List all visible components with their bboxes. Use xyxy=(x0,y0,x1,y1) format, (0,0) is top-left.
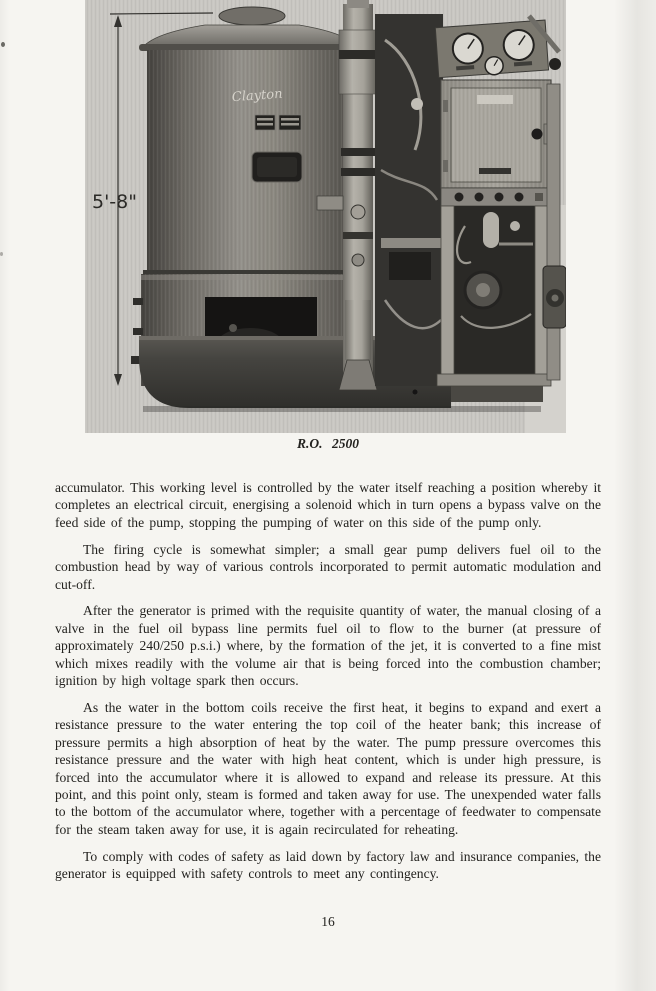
scan-speck xyxy=(1,42,5,47)
body-paragraph: After the generator is primed with the requisite quantity of water, the manual closing of a valve in the fuel oil bypass line permits fuel oil to flow to the burner (at pressure of approximately 240/250 p.s.i.) where, by the formation of the jet, it is converted to a fine mist which mixes readily with the volume air that is being forced into the combustion chamber; ignition by high voltage spark then occurs. xyxy=(55,603,601,689)
scan-speck xyxy=(0,252,3,256)
door-knob xyxy=(532,129,543,140)
figure-caption: R.O. 2500 xyxy=(297,436,359,451)
body-paragraph: As the water in the bottom coils receive the first heat, it begins to expand and exert a resistance pressure to the water entering the top coil of the heater bank; this increase of pressure permits a high absorption of heat by the water. The pump pressure overcomes this resistance pressure and the water with high heat content, which is under high pressure, is forced into the accumulator where it is allowed to expand and release its pressure. At this point, and this point only, steam is formed and taken away for use. The unexpended water falls to the bottom of the accumulator where, together with a percentage of feedwater to compensate for the steam taken away for use, it is again recirculated for reheating. xyxy=(55,699,601,837)
steam-generator-photo xyxy=(85,0,566,433)
pump-assembly xyxy=(437,206,551,386)
page-left-shade xyxy=(0,0,10,991)
dimension-label: 5'-8" xyxy=(92,191,137,213)
pressure-gauge-left xyxy=(452,33,484,65)
body-text xyxy=(55,479,601,892)
body-paragraph: The firing cycle is somewhat simpler; a small gear pump delivers fuel oil to the combustion head by way of various controls incorporated to permit automatic modulation and cut-off. xyxy=(55,541,601,592)
generator-photo-figure xyxy=(85,0,566,433)
brand-logo: Clayton xyxy=(231,86,283,106)
burner-pipework xyxy=(375,14,443,386)
gauge-panel xyxy=(435,20,548,79)
control-cabinet xyxy=(441,80,551,206)
body-paragraph: accumulator. This working level is controlled by the water itself reaching a position whereby it completes an electrical circuit, energising a solenoid which in turn opens a bypass valve on the feed side of the pump, stopping the pumping of water on this side of the pump only. xyxy=(55,480,601,530)
cabinet-label-plate xyxy=(477,95,513,104)
page-number: 16 xyxy=(321,914,335,929)
body-paragraph: To comply with codes of safety as laid down by factory law and insurance companies, the generator is equipped with safety controls to meet any contingency. xyxy=(55,848,601,882)
page-right-shade xyxy=(614,0,656,991)
